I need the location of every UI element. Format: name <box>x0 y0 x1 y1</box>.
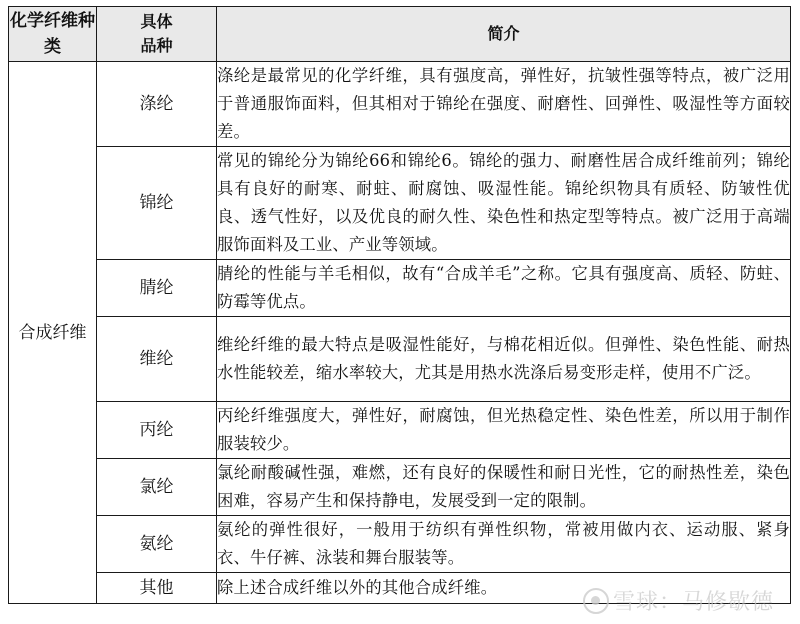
variety-cell: 腈纶 <box>97 260 217 317</box>
table-row <box>9 402 791 459</box>
fiber-table-container <box>8 6 790 604</box>
table-row <box>9 516 791 573</box>
watermark-text: 雪球：马修歇德 <box>612 590 774 615</box>
table-row <box>9 62 791 147</box>
table-row <box>9 260 791 317</box>
variety-cell: 维纶 <box>97 317 217 402</box>
description-cell: 涤纶是最常见的化学纤维，具有强度高，弹性好，抗皱性强等特点，被广泛用于普通服饰面料，但其相对于锦纶在强度、耐磨性、回弹性、吸湿性等方面较差。 <box>217 62 791 147</box>
table-row <box>9 147 791 260</box>
description-cell: 常见的锦纶分为锦纶66和锦纶6。锦纶的强力、耐磨性居合成纤维前列；锦纶具有良好的耐寒、耐蛀、耐腐蚀、吸湿性能。锦纶织物具有质轻、防皱性优良、透气性好，以及优良的耐久性、染色性和热定型等特点。被广泛用于高端服饰面料及工业、产业等领域。 <box>217 147 791 260</box>
description-cell: 除上述合成纤维以外的其他合成纤维。 <box>217 573 791 604</box>
snowball-logo-icon <box>583 588 609 614</box>
variety-cell: 氨纶 <box>97 516 217 573</box>
variety-cell: 锦纶 <box>97 147 217 260</box>
header-intro: 简介 <box>217 7 791 62</box>
variety-cell: 涤纶 <box>97 62 217 147</box>
variety-cell: 丙纶 <box>97 402 217 459</box>
variety-cell: 其他 <box>97 573 217 604</box>
variety-cell: 氯纶 <box>97 459 217 516</box>
header-variety: 具体品种 <box>97 7 217 62</box>
description-cell: 丙纶纤维强度大，弹性好，耐腐蚀，但光热稳定性、染色性差，所以用于制作服装较少。 <box>217 402 791 459</box>
table-row <box>9 459 791 516</box>
watermark <box>583 585 774 616</box>
header-category: 化学纤维种类 <box>9 7 97 62</box>
description-cell: 腈纶的性能与羊毛相似，故有“合成羊毛”之称。它具有强度高、质轻、防蛀、防霉等优点。 <box>217 260 791 317</box>
fiber-types-table <box>8 6 791 604</box>
description-cell: 氯纶耐酸碱性强，难燃，还有良好的保暖性和耐日光性，它的耐热性差，染色困难，容易产生和保持静电，发展受到一定的限制。 <box>217 459 791 516</box>
table-row <box>9 317 791 402</box>
description-cell: 维纶纤维的最大特点是吸湿性能好，与棉花相近似。但弹性、染色性能、耐热水性能较差，缩水率较大，尤其是用热水洗涤后易变形走样，使用不广泛。 <box>217 317 791 402</box>
description-cell: 氨纶的弹性很好，一般用于纺织有弹性织物，常被用做内衣、运动服、紧身衣、牛仔裤、泳装和舞台服装等。 <box>217 516 791 573</box>
category-cell: 合成纤维 <box>9 62 97 604</box>
table-header-row <box>9 7 791 62</box>
